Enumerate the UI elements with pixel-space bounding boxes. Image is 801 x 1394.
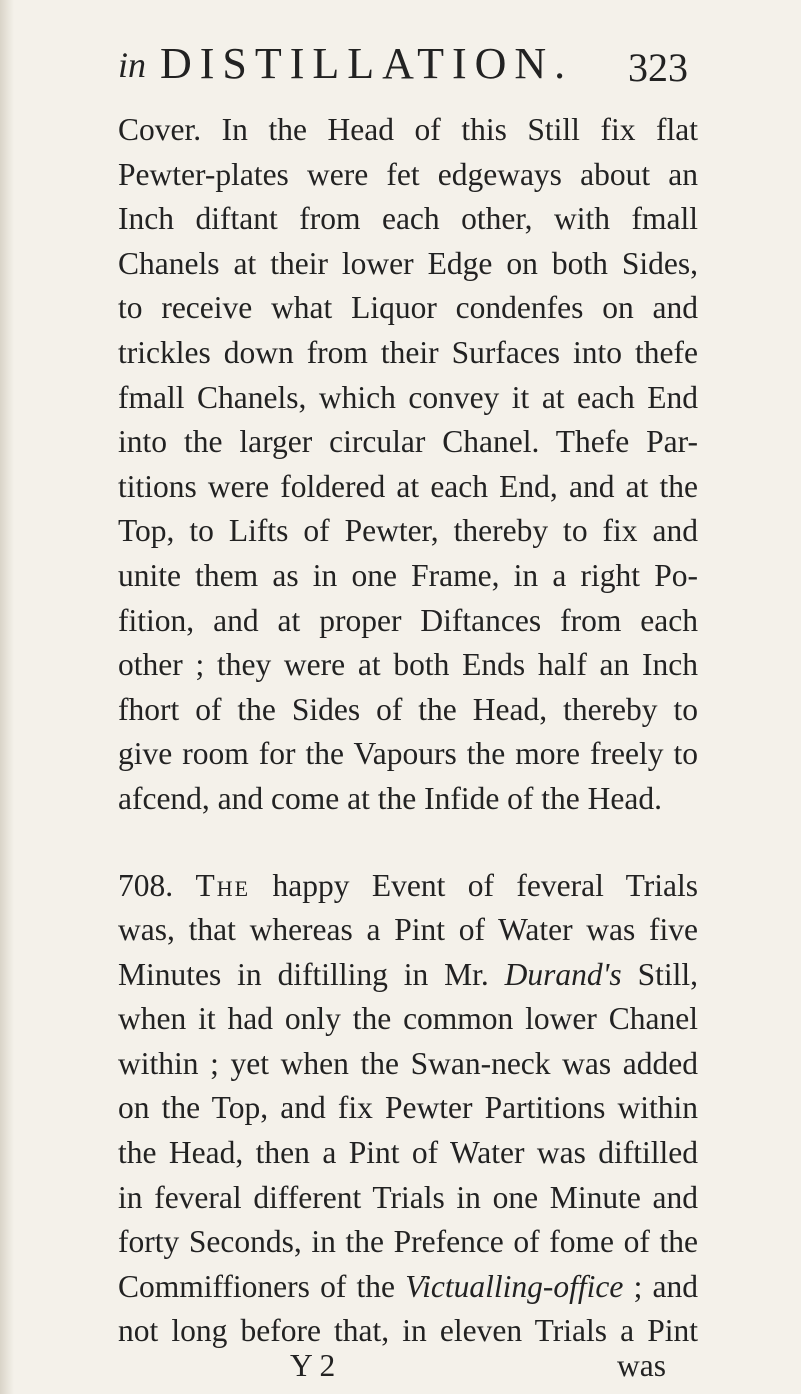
page-body xyxy=(118,108,698,1354)
text-line: forty Seconds, in the Prefence of fome of the xyxy=(118,1224,698,1260)
text-line: when it had only the common lower Chanel xyxy=(118,1001,698,1037)
text-line: other ; they were at both Ends half an Inch xyxy=(118,647,698,683)
text-line: fition, and at proper Diftances from each xyxy=(118,602,698,638)
line-text: Minutes in diftilling in Mr. xyxy=(118,956,489,992)
text-line: fhort of the Sides of the Head, thereby to xyxy=(118,691,698,727)
text-line xyxy=(118,1265,698,1310)
text-line: Inch diftant from each other, with fmall xyxy=(118,201,698,237)
paragraph-gap xyxy=(118,822,698,864)
text-line: the Head, then a Pint of Water was diftilled xyxy=(118,1135,698,1171)
text-line: titions were foldered at each End, and at the xyxy=(118,468,698,504)
paragraph-1 xyxy=(118,108,698,822)
text-line: not long before that, in eleven Trials a Pint xyxy=(118,1313,698,1349)
text-line: afcend, and come at the Infide of the Head. xyxy=(118,780,662,816)
text-line: unite them as in one Frame, in a right Po- xyxy=(118,557,698,593)
text-line: into the larger circular Chanel. Thefe Par- xyxy=(118,424,698,460)
text-line xyxy=(118,864,698,909)
text-line: Pewter-plates were fet edgeways about an xyxy=(118,156,698,192)
text-line: was, that whereas a Pint of Water was five xyxy=(118,912,698,948)
running-header xyxy=(118,38,698,98)
line-text: happy Event of feveral Trials xyxy=(272,867,698,903)
lead-word: The xyxy=(195,867,251,903)
text-line: fmall Chanels, which convey it at each End xyxy=(118,379,698,415)
text-line: Cover. In the Head of this Still fix flat xyxy=(118,112,698,147)
line-text: Commiffioners of the xyxy=(118,1268,396,1304)
page-footer xyxy=(118,1348,698,1388)
paragraph-2 xyxy=(118,864,698,1355)
page-gutter-edge xyxy=(0,0,14,1394)
text-line: trickles down from their Surfaces into thefe xyxy=(118,334,698,370)
text-line: in feveral different Trials in one Minute and xyxy=(118,1179,698,1215)
paragraph-number: 708. xyxy=(118,867,174,903)
line-text: ; and xyxy=(633,1268,698,1304)
text-line xyxy=(118,953,698,998)
name-durand: Durand's xyxy=(504,956,622,992)
victualling-office: Victualling-office xyxy=(405,1268,624,1304)
catchword: was xyxy=(617,1348,666,1383)
text-line: give room for the Vapours the more freely to xyxy=(118,736,698,772)
text-line: on the Top, and fix Pewter Partitions within xyxy=(118,1090,698,1126)
page-number: 323 xyxy=(628,45,688,90)
text-line: to receive what Liquor condenfes on and xyxy=(118,290,698,326)
line-text: Still, xyxy=(637,956,698,992)
signature-mark: Y 2 xyxy=(290,1348,336,1383)
text-line: within ; yet when the Swan-neck was added xyxy=(118,1045,698,1081)
header-prefix: in xyxy=(118,45,147,85)
header-title: DISTILLATION. xyxy=(160,39,574,88)
text-line: Top, to Lifts of Pewter, thereby to fix and xyxy=(118,513,698,549)
text-line: Chanels at their lower Edge on both Sides, xyxy=(118,245,698,281)
